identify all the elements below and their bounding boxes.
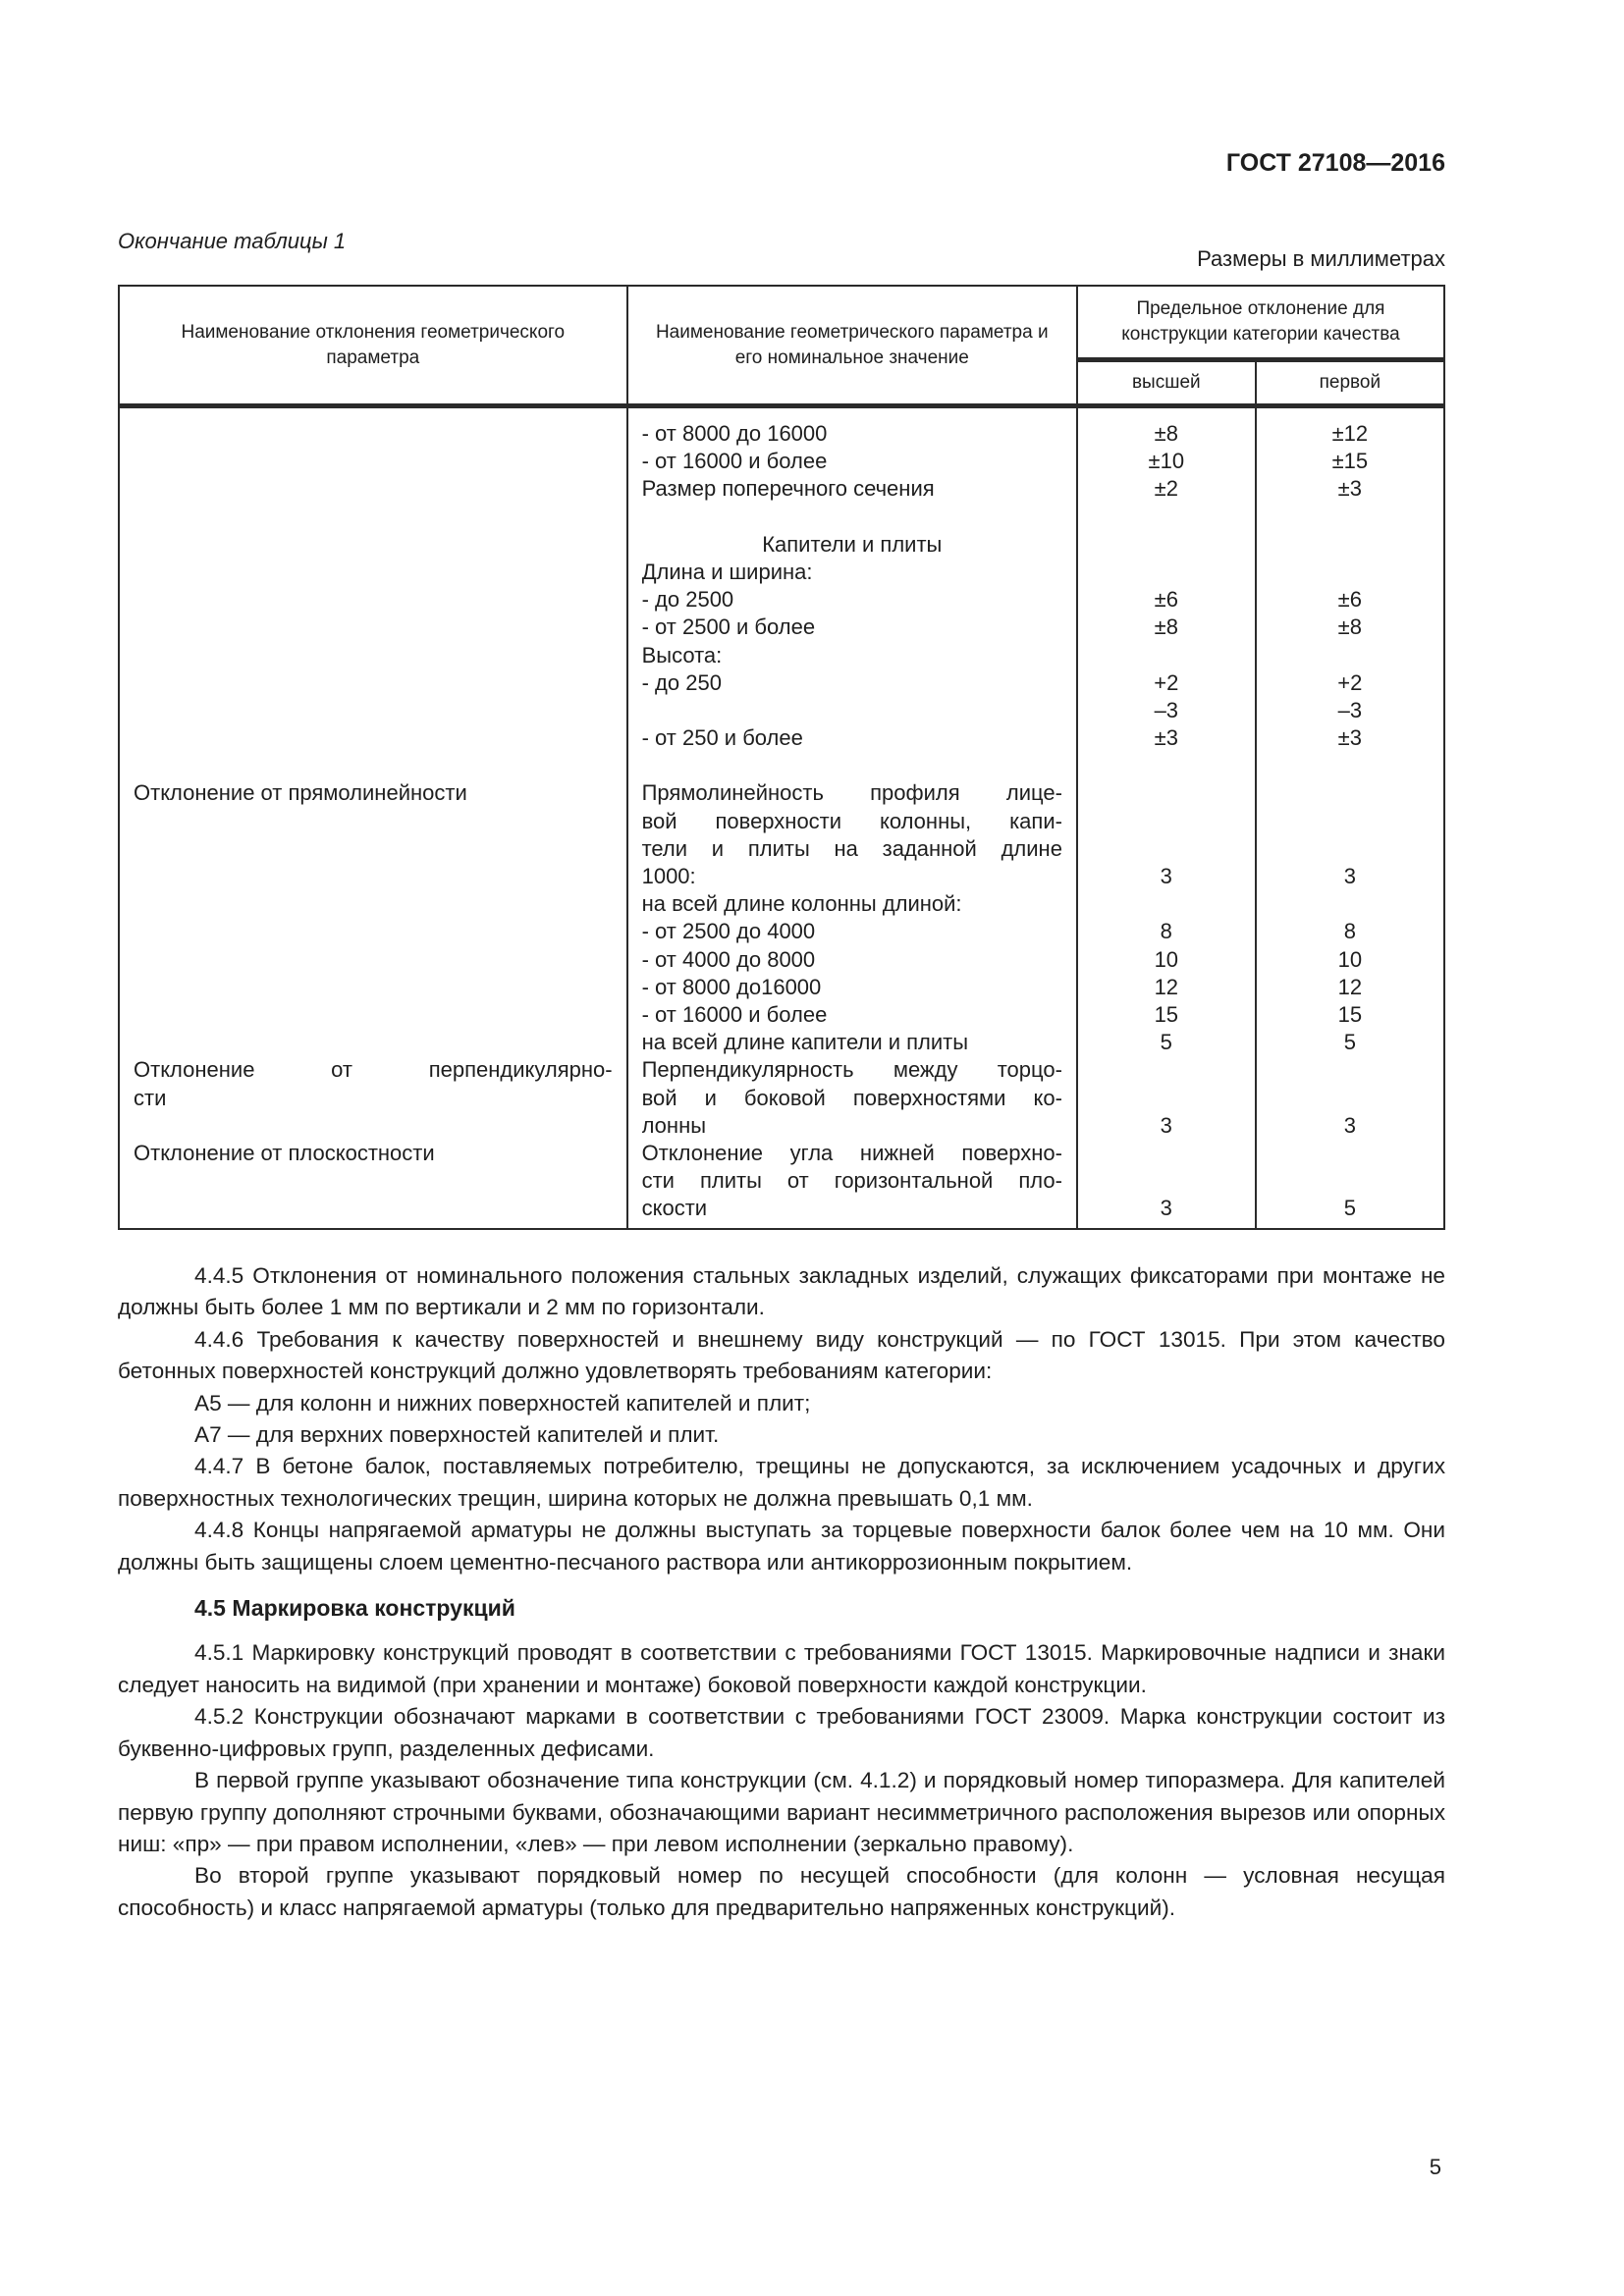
cell-row-16-col-1 bbox=[134, 863, 613, 890]
cell-row-28-col-3: 3 bbox=[1160, 1196, 1172, 1221]
paragraph-4-4-7: 4.4.7 В бетоне балок, поставляемых потребителю, трещины не допускаются, за исключением усадочных и других поверхностных технологических трещин, ширина которых не должна превышать 0,1 мм. bbox=[118, 1454, 1445, 1511]
cell-row-28-col-2: скости bbox=[641, 1196, 708, 1221]
cell-row-10-col-4: –3 bbox=[1337, 697, 1363, 722]
cell-row-4-col-2: Капители и плиты bbox=[762, 531, 943, 557]
cell-row-15-col-4 bbox=[1271, 835, 1430, 863]
cell-row-6-col-2: - до 2500 bbox=[641, 587, 734, 613]
column-highest bbox=[1077, 406, 1256, 1230]
cell-row-10-col-3: –3 bbox=[1154, 697, 1179, 722]
cell-row-15-col-1 bbox=[134, 835, 613, 863]
header-limit-deviation: Предельное отклонение для конструкции категории качества bbox=[1077, 286, 1444, 360]
cell-row-3-col-2 bbox=[642, 504, 1062, 531]
cell-row-21-col-4: 15 bbox=[1337, 1001, 1363, 1027]
cell-row-10-col-1 bbox=[134, 697, 613, 724]
cell-row-14-col-3 bbox=[1092, 808, 1241, 835]
tolerance-table bbox=[118, 285, 1445, 1230]
column-first bbox=[1256, 406, 1444, 1230]
cell-row-12-col-1 bbox=[134, 752, 613, 779]
cell-row-26-col-2: Отклонение угла нижней поверхно- bbox=[641, 1140, 1062, 1165]
cell-row-22-col-4: 5 bbox=[1343, 1030, 1356, 1055]
cell-row-0-col-4: ±12 bbox=[1331, 421, 1369, 446]
cell-row-15-col-2: тели и плиты на заданной длине bbox=[641, 835, 1062, 861]
cell-row-2-col-2: Размер поперечного сечения bbox=[641, 476, 935, 502]
paragraph-4-5-1: 4.5.1 Маркировку конструкций проводят в соответствии с требованиями ГОСТ 13015. Маркировочные надписи и знаки следует наносить на видимой (при хранении и монтаже) боковой поверхности каждой конструкции. bbox=[118, 1640, 1445, 1697]
cell-row-11-col-3: ±3 bbox=[1154, 725, 1178, 751]
cell-row-15-col-3 bbox=[1092, 835, 1241, 863]
cell-row-22-col-1 bbox=[134, 1029, 613, 1056]
cell-row-12-col-3 bbox=[1092, 752, 1241, 779]
cell-row-5-col-1 bbox=[134, 559, 613, 586]
cell-row-23-col-3 bbox=[1092, 1056, 1241, 1084]
cell-row-9-col-3: +2 bbox=[1154, 669, 1179, 695]
cell-row-7-col-4: ±8 bbox=[1337, 614, 1362, 640]
cell-row-12-col-4 bbox=[1271, 752, 1430, 779]
cell-row-3-col-3 bbox=[1092, 504, 1241, 531]
cell-row-27-col-1 bbox=[134, 1167, 613, 1195]
cell-row-13-col-4 bbox=[1271, 779, 1430, 807]
cell-row-20-col-3: 12 bbox=[1154, 974, 1179, 999]
cell-row-14-col-4 bbox=[1271, 808, 1430, 835]
header-category-first: первой bbox=[1256, 360, 1444, 406]
cell-row-0-col-1 bbox=[134, 420, 613, 448]
cell-row-19-col-2: - от 4000 до 8000 bbox=[641, 946, 816, 972]
cell-row-6-col-3: ±6 bbox=[1154, 587, 1178, 613]
cell-row-27-col-2: сти плиты от горизонтальной пло- bbox=[641, 1168, 1062, 1194]
cell-row-22-col-2: на всей длине капители и плиты bbox=[641, 1030, 969, 1055]
page-number: 5 bbox=[1429, 2155, 1441, 2179]
list-item-a5: А5 — для колонн и нижних поверхностей капителей и плит; bbox=[194, 1390, 811, 1415]
cell-row-24-col-4 bbox=[1271, 1085, 1430, 1112]
header-deviation-name: Наименование отклонения геометрического параметра bbox=[119, 286, 627, 406]
cell-row-25-col-4: 3 bbox=[1343, 1112, 1356, 1138]
cell-row-17-col-3 bbox=[1092, 890, 1241, 918]
cell-row-18-col-2: - от 2500 до 4000 bbox=[641, 919, 816, 944]
cell-row-13-col-3 bbox=[1092, 779, 1241, 807]
cell-row-18-col-3: 8 bbox=[1160, 919, 1172, 944]
cell-row-19-col-3: 10 bbox=[1154, 946, 1179, 972]
cell-row-24-col-2: вой и боковой поверхностями ко- bbox=[641, 1085, 1062, 1110]
paragraph-first-group: В первой группе указывают обозначение типа конструкции (см. 4.1.2) и порядковый номер типоразмера. Для капителей первую группу дополняют строчными буквами, обозначающими вариант несимметричного расположения вырезов или опорных ниш: «пр» — при правом исполнении, «лев» — при левом исполнении (зеркально правому). bbox=[118, 1768, 1445, 1856]
cell-row-28-col-4: 5 bbox=[1343, 1196, 1356, 1221]
cell-row-3-col-4 bbox=[1271, 504, 1430, 531]
cell-row-4-col-4 bbox=[1271, 531, 1430, 559]
cell-row-9-col-1 bbox=[134, 669, 613, 697]
cell-row-23-col-1: Отклонение от перпендикулярно- bbox=[134, 1057, 613, 1083]
cell-row-11-col-4: ±3 bbox=[1337, 725, 1362, 751]
cell-row-5-col-4 bbox=[1271, 559, 1430, 586]
cell-row-26-col-4 bbox=[1271, 1140, 1430, 1167]
cell-row-11-col-2: - от 250 и более bbox=[641, 725, 803, 751]
cell-row-2-col-4: ±3 bbox=[1337, 476, 1362, 502]
cell-row-28-col-1 bbox=[134, 1195, 613, 1222]
cell-row-13-col-1: Отклонение от прямолинейности bbox=[134, 780, 467, 806]
cell-row-17-col-4 bbox=[1271, 890, 1430, 918]
cell-row-23-col-2: Перпендикулярность между торцо- bbox=[641, 1057, 1062, 1083]
cell-row-4-col-3 bbox=[1092, 531, 1241, 559]
cell-row-25-col-3: 3 bbox=[1160, 1112, 1172, 1138]
cell-row-5-col-3 bbox=[1092, 559, 1241, 586]
list-item-a7: А7 — для верхних поверхностей капителей и плит. bbox=[194, 1422, 720, 1448]
cell-row-10-col-2 bbox=[642, 697, 1062, 724]
cell-row-6-col-4: ±6 bbox=[1337, 587, 1362, 613]
paragraph-4-5-2: 4.5.2 Конструкции обозначают марками в соответствии с требованиями ГОСТ 23009. Марка конструкции состоит из буквенно-цифровых групп, разделенных дефисами. bbox=[118, 1704, 1445, 1761]
cell-row-22-col-3: 5 bbox=[1160, 1030, 1172, 1055]
cell-row-14-col-2: вой поверхности колонны, капи- bbox=[641, 808, 1062, 833]
cell-row-20-col-2: - от 8000 до16000 bbox=[641, 974, 822, 999]
column-parameter bbox=[627, 406, 1077, 1230]
section-title-4-5: 4.5 Маркировка конструкций bbox=[194, 1595, 515, 1622]
cell-row-6-col-1 bbox=[134, 586, 613, 614]
table-continuation-label: Окончание таблицы 1 bbox=[118, 229, 347, 253]
cell-row-18-col-4: 8 bbox=[1343, 919, 1356, 944]
cell-row-16-col-3: 3 bbox=[1160, 864, 1172, 888]
cell-row-20-col-4: 12 bbox=[1337, 974, 1363, 999]
cell-row-25-col-1 bbox=[134, 1112, 613, 1140]
column-deviation bbox=[119, 406, 627, 1230]
cell-row-11-col-1 bbox=[134, 724, 613, 752]
cell-row-24-col-1: сти bbox=[134, 1085, 167, 1110]
cell-row-16-col-2: 1000: bbox=[641, 864, 696, 888]
header-parameter-name: Наименование геометрического параметра и его номинальное значение bbox=[627, 286, 1077, 406]
cell-row-25-col-2: лонны bbox=[641, 1112, 707, 1138]
cell-row-12-col-2 bbox=[642, 752, 1062, 779]
paragraph-4-4-8: 4.4.8 Концы напрягаемой арматуры не должны выступать за торцевые поверхности балок более чем на 10 мм. Они должны быть защищены слоем цементно-песчаного раствора или антикоррозионным покрытием. bbox=[118, 1518, 1445, 1575]
paragraph-second-group: Во второй группе указывают порядковый номер по несущей способности (для колонн — условная несущая способность) и класс напрягаемой арматуры (только для предварительно напряженных конструкций). bbox=[118, 1863, 1445, 1920]
cell-row-24-col-3 bbox=[1092, 1085, 1241, 1112]
cell-row-8-col-3 bbox=[1092, 642, 1241, 669]
cell-row-19-col-1 bbox=[134, 946, 613, 974]
cell-row-21-col-1 bbox=[134, 1001, 613, 1029]
cell-row-14-col-1 bbox=[134, 808, 613, 835]
cell-row-2-col-3: ±2 bbox=[1154, 476, 1178, 502]
cell-row-3-col-1 bbox=[134, 504, 613, 531]
cell-row-23-col-4 bbox=[1271, 1056, 1430, 1084]
cell-row-0-col-3: ±8 bbox=[1154, 421, 1178, 446]
body-text bbox=[118, 1260, 1445, 1924]
cell-row-5-col-2: Длина и ширина: bbox=[641, 559, 813, 584]
cell-row-16-col-4: 3 bbox=[1343, 864, 1356, 888]
cell-row-8-col-1 bbox=[134, 642, 613, 669]
cell-row-9-col-2: - до 250 bbox=[641, 669, 722, 695]
cell-row-17-col-1 bbox=[134, 890, 613, 918]
units-note: Размеры в миллиметрах bbox=[1197, 246, 1445, 271]
cell-row-1-col-3: ±10 bbox=[1148, 449, 1185, 474]
cell-row-4-col-1 bbox=[134, 531, 613, 559]
cell-row-27-col-3 bbox=[1092, 1167, 1241, 1195]
cell-row-26-col-3 bbox=[1092, 1140, 1241, 1167]
cell-row-21-col-2: - от 16000 и более bbox=[641, 1001, 828, 1027]
cell-row-1-col-2: - от 16000 и более bbox=[641, 449, 828, 474]
cell-row-19-col-4: 10 bbox=[1337, 946, 1363, 972]
cell-row-1-col-1 bbox=[134, 448, 613, 475]
cell-row-26-col-1: Отклонение от плоскостности bbox=[134, 1140, 435, 1165]
cell-row-8-col-2: Высота: bbox=[641, 642, 723, 667]
cell-row-7-col-2: - от 2500 и более bbox=[641, 614, 816, 640]
header-category-highest: высшей bbox=[1077, 360, 1256, 406]
cell-row-18-col-1 bbox=[134, 918, 613, 945]
cell-row-7-col-3: ±8 bbox=[1154, 614, 1178, 640]
cell-row-20-col-1 bbox=[134, 974, 613, 1001]
standard-designation: ГОСТ 27108—2016 bbox=[1225, 149, 1445, 177]
paragraph-4-4-6: 4.4.6 Требования к качеству поверхностей и внешнему виду конструкций — по ГОСТ 13015. При этом качество бетонных поверхностей конструкций должно удовлетворять требованиям категории: bbox=[118, 1326, 1445, 1384]
cell-row-17-col-2: на всей длине колонны длиной: bbox=[641, 891, 962, 917]
cell-row-8-col-4 bbox=[1271, 642, 1430, 669]
cell-row-21-col-3: 15 bbox=[1154, 1001, 1179, 1027]
paragraph-4-4-5: 4.4.5 Отклонения от номинального положения стальных закладных изделий, служащих фиксаторами при монтаже не должны быть более 1 мм по вертикали и 2 мм по горизонтали. bbox=[118, 1263, 1445, 1320]
cell-row-1-col-4: ±15 bbox=[1331, 449, 1369, 474]
cell-row-9-col-4: +2 bbox=[1337, 669, 1363, 695]
cell-row-27-col-4 bbox=[1271, 1167, 1430, 1195]
cell-row-0-col-2: - от 8000 до 16000 bbox=[641, 421, 828, 446]
cell-row-13-col-2: Прямолинейность профиля лице- bbox=[641, 780, 1062, 806]
cell-row-2-col-1 bbox=[134, 475, 613, 503]
cell-row-7-col-1 bbox=[134, 614, 613, 641]
